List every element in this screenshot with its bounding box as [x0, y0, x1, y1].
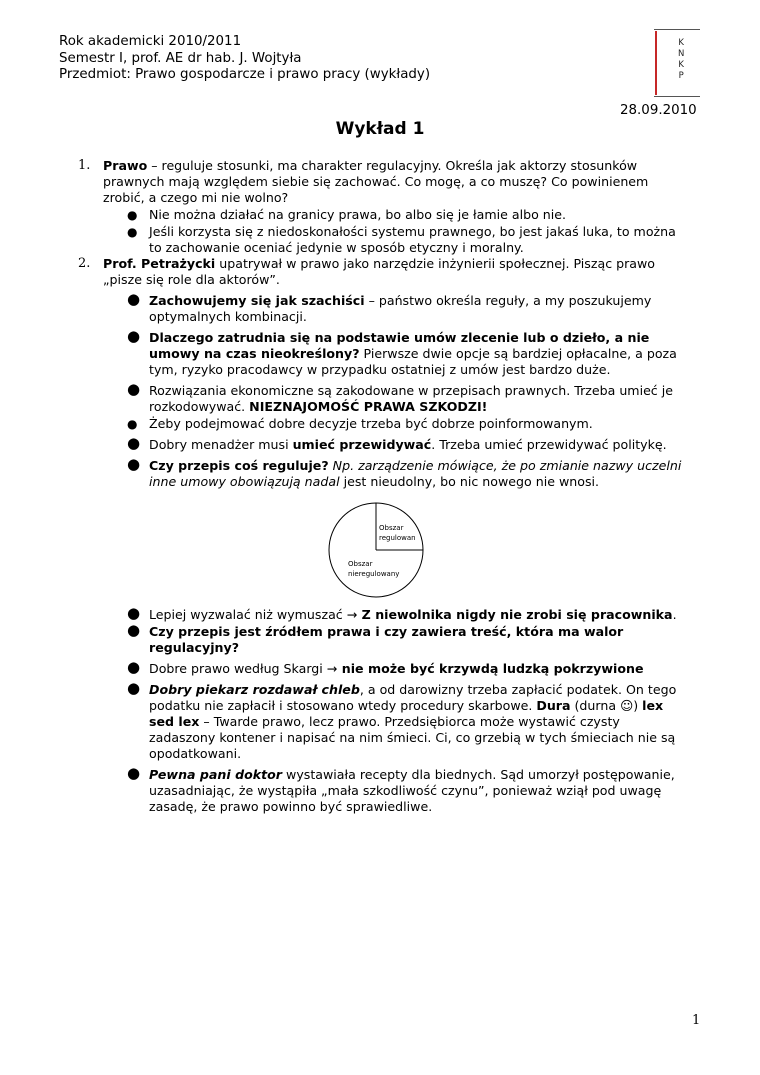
logo-red-bar	[655, 31, 657, 95]
bullet-icon: ●	[127, 225, 138, 239]
knkp-logo	[654, 29, 700, 97]
item-number: 1.	[78, 158, 91, 173]
list-item-text: – państwo określa reguły, a my poszukujemy optymalnych kombinacji.	[149, 293, 652, 324]
item-text: upatrywał w prawo jako narzędzie inżynierii społecznej. Pisząc prawo „pisze się role dla aktorów”.	[103, 256, 656, 287]
list-item-text: – Twarde prawo, lecz prawo. Przedsiębiorca może wystawić czysty zadaszony kontener i napisać na nim śmieci. Ci, co grzebią w tych śmieciach nie są opodatkowani.	[149, 714, 676, 761]
list-item-text: jest nieudolny, bo nic nowego nie wnosi.	[339, 474, 600, 489]
bullet-icon: ●	[127, 380, 141, 398]
list-item-text: Żeby podejmować dobre decyzje trzeba być dobrze poinformowanym.	[149, 416, 593, 431]
list-item	[0, 434, 689, 453]
logo-letters	[678, 38, 684, 82]
list-item-bold: Czy przepis coś reguluje?	[149, 458, 329, 473]
list-item-text: Dobry menadżer musi	[149, 437, 293, 452]
list-item	[0, 327, 689, 378]
logo-letter: K	[678, 60, 684, 70]
regulation-diagram	[0, 494, 760, 606]
academic-year: Rok akademicki 2010/2011	[59, 34, 242, 49]
bullet-icon: ●	[127, 327, 141, 345]
page-title: Wykład 1	[335, 119, 425, 139]
list-item	[0, 224, 689, 256]
bullet-icon: ●	[127, 604, 141, 622]
bullet-icon: ●	[127, 417, 138, 431]
list-item-bold: Zachowujemy się jak szachiści	[149, 293, 365, 308]
list-item	[0, 380, 689, 415]
logo-letter: P	[678, 71, 684, 81]
bullet-icon: ●	[127, 208, 138, 222]
bullet-icon: ●	[127, 764, 141, 782]
unregulated-area-label-2: nieregulowany	[348, 570, 400, 578]
logo-letter: K	[678, 38, 684, 48]
term-petrazycki: Prof. Petrażycki	[103, 256, 216, 271]
numbered-item-1	[0, 158, 683, 206]
list-item-text: Rozwiązania ekonomiczne są zakodowane w przepisach prawnych. Trzeba umieć je rozkodowywać.	[149, 383, 673, 414]
list-item-text: , a od darowizny trzeba zapłacić podatek. On tego podatku nie zapłacił i stosowano wtedy procedury skarbowe.	[149, 682, 677, 713]
bullet-icon: ●	[127, 658, 141, 676]
list-item-bold: Dlaczego zatrudnia się na podstawie umów zlecenie lub o dzieło, a nie umowy na czas nieokreślony?	[149, 330, 650, 361]
list-item	[0, 416, 689, 432]
arrow-right-icon: →	[346, 607, 358, 622]
list-item-bold-italic: Dobry piekarz rozdawał chleb	[149, 682, 360, 697]
numbered-item-2	[0, 256, 683, 288]
list-item-text: (durna ☺)	[570, 698, 643, 713]
regulated-area-label-1: Obszar	[379, 524, 404, 532]
list-item-bold: Czy przepis jest źródłem prawa i czy zawiera treść, która ma walor regulacyjny?	[149, 624, 624, 655]
list-item-text: wystawiała recepty dla biednych. Sąd umorzył postępowanie, uzasadniając, że wystąpiła „mała szkodliwość czynu”, ponieważ wziął pod uwagę zasadę, że prawo powinno być sprawiedliwe.	[149, 767, 675, 814]
course-subject: Przedmiot: Prawo gospodarcze i prawo pracy (wykłady)	[59, 67, 431, 82]
regulated-area-label-2: regulowan	[379, 534, 416, 542]
list-item	[0, 290, 689, 325]
list-item-text: Pierwsze dwie opcje są bardziej opłacalne, a poza tym, ryzyko pracodawcy w przypadku ostatniej z umów jest bardzo duże.	[149, 346, 677, 377]
list-item-bold: nie może być krzywdą ludzką pokrzywione	[337, 661, 644, 676]
term-prawo: Prawo	[103, 158, 148, 173]
list-item-bold: Z niewolnika nigdy nie zrobi się pracownika	[357, 607, 673, 622]
lecture-date: 28.09.2010	[620, 103, 697, 118]
arrow-right-icon: →	[326, 661, 338, 676]
logo-bottom-line	[654, 96, 700, 97]
list-item-text: Dobre prawo według Skargi	[149, 661, 327, 676]
list-item-bold: umieć przewidywać	[292, 437, 432, 452]
list-item-text: Nie można działać na granicy prawa, bo albo się je łamie albo nie.	[149, 207, 567, 222]
bullet-icon: ●	[127, 434, 141, 452]
logo-top-line	[654, 29, 700, 30]
page-number: 1	[692, 1013, 701, 1028]
regulation-circle-diagram	[326, 500, 426, 600]
list-item	[0, 621, 689, 656]
bullet-icon: ●	[127, 679, 141, 697]
list-item-bold: Dura	[536, 698, 571, 713]
document-header	[59, 34, 430, 84]
item-number: 2.	[78, 256, 91, 271]
list-item-text: .	[672, 607, 677, 622]
item-text: – reguluje stosunki, ma charakter regulacyjny. Określa jak aktorzy stosunków prawnych mają względem siebie się zachować. Co mogę, a co muszę? Co powinienem zrobić, a czego mi nie wolno?	[103, 158, 649, 205]
list-item-bold: lex sed lex	[149, 698, 664, 729]
list-item-text: Jeśli korzysta się z niedoskonałości systemu prawnego, bo jest jakaś luka, to można to zachowanie oceniać jedynie w sposób etyczny i moralny.	[149, 224, 676, 255]
bullet-icon: ●	[127, 290, 141, 308]
unregulated-area-label-1: Obszar	[348, 560, 373, 568]
logo-letter: N	[678, 49, 685, 59]
list-item-text: . Trzeba umieć przewidywać politykę.	[431, 437, 667, 452]
semester-lecturer: Semestr I, prof. AE dr hab. J. Wojtyła	[59, 50, 302, 66]
bullet-icon: ●	[127, 621, 141, 639]
list-item	[0, 679, 689, 762]
bullet-icon: ●	[127, 455, 141, 473]
list-item	[0, 764, 689, 815]
list-item-text: Lepiej wyzwalać niż wymuszać	[149, 607, 347, 622]
list-item	[0, 207, 689, 223]
list-item-bold-italic: Pewna pani doktor	[149, 767, 283, 782]
list-item	[0, 604, 689, 623]
lecture-content	[0, 158, 760, 815]
list-item-italic: Np. zarządzenie mówiące, że po zmianie nazwy uczelni inne umowy obowiązują nadal	[149, 458, 682, 489]
list-item	[0, 455, 689, 490]
list-item-bold: NIEZNAJOMOŚĆ PRAWA SZKODZI!	[249, 399, 488, 414]
list-item	[0, 658, 689, 677]
